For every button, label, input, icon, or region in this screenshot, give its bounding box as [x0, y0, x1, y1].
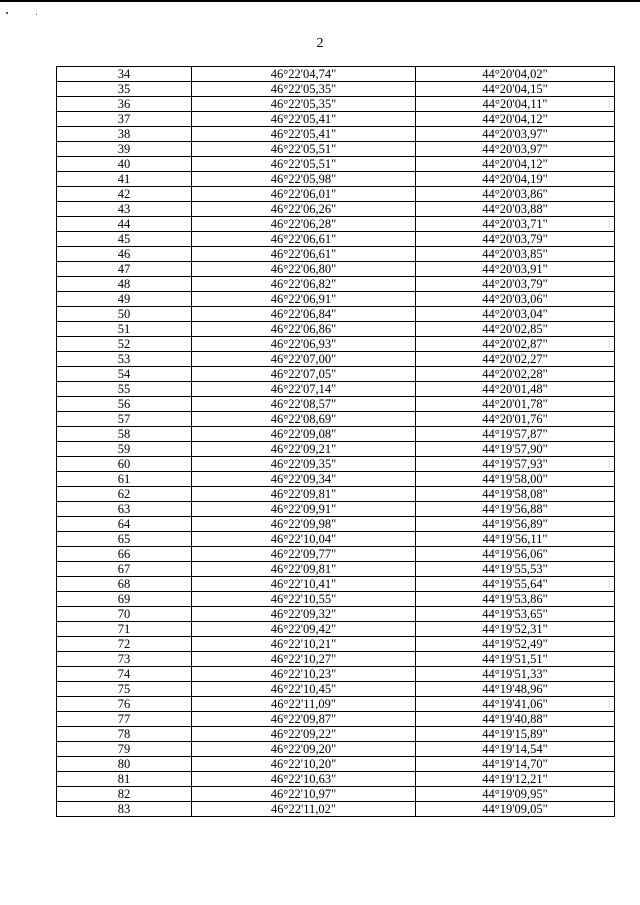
- latitude-cell: 46°22'07,05": [192, 367, 416, 382]
- point-number-cell: 83: [57, 802, 192, 817]
- table-row: [57, 562, 615, 577]
- point-number-cell: 52: [57, 337, 192, 352]
- point-number-cell: 42: [57, 187, 192, 202]
- longitude-cell: 44°20'03,88": [416, 202, 615, 217]
- point-number-cell: 50: [57, 307, 192, 322]
- scan-speck: [6, 12, 8, 14]
- point-number-cell: 77: [57, 712, 192, 727]
- table-row: [57, 157, 615, 172]
- table-row: [57, 352, 615, 367]
- point-number-cell: 72: [57, 637, 192, 652]
- table-row: [57, 67, 615, 82]
- latitude-cell: 46°22'05,41": [192, 127, 416, 142]
- longitude-cell: 44°19'09,05": [416, 802, 615, 817]
- longitude-cell: 44°19'52,49": [416, 637, 615, 652]
- latitude-cell: 46°22'09,22": [192, 727, 416, 742]
- point-number-cell: 64: [57, 517, 192, 532]
- latitude-cell: 46°22'06,86": [192, 322, 416, 337]
- latitude-cell: 46°22'05,41": [192, 112, 416, 127]
- longitude-cell: 44°20'04,11": [416, 97, 615, 112]
- point-number-cell: 75: [57, 682, 192, 697]
- longitude-cell: 44°19'56,06": [416, 547, 615, 562]
- longitude-cell: 44°19'14,70": [416, 757, 615, 772]
- latitude-cell: 46°22'08,57": [192, 397, 416, 412]
- table-row: [57, 682, 615, 697]
- longitude-cell: 44°20'03,86": [416, 187, 615, 202]
- table-row: [57, 337, 615, 352]
- table-row: [57, 367, 615, 382]
- longitude-cell: 44°19'56,11": [416, 532, 615, 547]
- point-number-cell: 71: [57, 622, 192, 637]
- point-number-cell: 80: [57, 757, 192, 772]
- longitude-cell: 44°19'09,95": [416, 787, 615, 802]
- table-row: [57, 292, 615, 307]
- latitude-cell: 46°22'07,00": [192, 352, 416, 367]
- table-row: [57, 187, 615, 202]
- longitude-cell: 44°19'51,33": [416, 667, 615, 682]
- table-row: [57, 667, 615, 682]
- longitude-cell: 44°20'01,76": [416, 412, 615, 427]
- latitude-cell: 46°22'06,84": [192, 307, 416, 322]
- table-row: [57, 712, 615, 727]
- table-row: [57, 142, 615, 157]
- latitude-cell: 46°22'06,28": [192, 217, 416, 232]
- latitude-cell: 46°22'09,81": [192, 562, 416, 577]
- latitude-cell: 46°22'07,14": [192, 382, 416, 397]
- longitude-cell: 44°20'03,79": [416, 277, 615, 292]
- longitude-cell: 44°19'57,87": [416, 427, 615, 442]
- point-number-cell: 63: [57, 502, 192, 517]
- table-row: [57, 217, 615, 232]
- longitude-cell: 44°19'55,64": [416, 577, 615, 592]
- table-row: [57, 172, 615, 187]
- longitude-cell: 44°20'02,28": [416, 367, 615, 382]
- table-row: [57, 742, 615, 757]
- latitude-cell: 46°22'06,82": [192, 277, 416, 292]
- longitude-cell: 44°20'03,71": [416, 217, 615, 232]
- point-number-cell: 46: [57, 247, 192, 262]
- longitude-cell: 44°20'02,87": [416, 337, 615, 352]
- point-number-cell: 67: [57, 562, 192, 577]
- latitude-cell: 46°22'11,09": [192, 697, 416, 712]
- latitude-cell: 46°22'10,45": [192, 682, 416, 697]
- latitude-cell: 46°22'10,04": [192, 532, 416, 547]
- longitude-cell: 44°19'58,08": [416, 487, 615, 502]
- longitude-cell: 44°20'03,85": [416, 247, 615, 262]
- point-number-cell: 58: [57, 427, 192, 442]
- point-number-cell: 37: [57, 112, 192, 127]
- table-row: [57, 487, 615, 502]
- latitude-cell: 46°22'06,91": [192, 292, 416, 307]
- table-row: [57, 427, 615, 442]
- point-number-cell: 56: [57, 397, 192, 412]
- longitude-cell: 44°20'02,27": [416, 352, 615, 367]
- point-number-cell: 54: [57, 367, 192, 382]
- table-row: [57, 412, 615, 427]
- table-row: [57, 787, 615, 802]
- latitude-cell: 46°22'09,21": [192, 442, 416, 457]
- latitude-cell: 46°22'05,35": [192, 97, 416, 112]
- table-row: [57, 262, 615, 277]
- latitude-cell: 46°22'10,63": [192, 772, 416, 787]
- latitude-cell: 46°22'05,51": [192, 142, 416, 157]
- point-number-cell: 79: [57, 742, 192, 757]
- latitude-cell: 46°22'10,21": [192, 637, 416, 652]
- table-row: [57, 622, 615, 637]
- longitude-cell: 44°19'41,06": [416, 697, 615, 712]
- latitude-cell: 46°22'09,42": [192, 622, 416, 637]
- point-number-cell: 47: [57, 262, 192, 277]
- point-number-cell: 66: [57, 547, 192, 562]
- table-row: [57, 757, 615, 772]
- longitude-cell: 44°19'48,96": [416, 682, 615, 697]
- latitude-cell: 46°22'09,35": [192, 457, 416, 472]
- longitude-cell: 44°20'01,48": [416, 382, 615, 397]
- point-number-cell: 57: [57, 412, 192, 427]
- table-row: [57, 202, 615, 217]
- latitude-cell: 46°22'04,74": [192, 67, 416, 82]
- point-number-cell: 53: [57, 352, 192, 367]
- longitude-cell: 44°19'56,88": [416, 502, 615, 517]
- point-number-cell: 39: [57, 142, 192, 157]
- longitude-cell: 44°20'01,78": [416, 397, 615, 412]
- latitude-cell: 46°22'10,41": [192, 577, 416, 592]
- longitude-cell: 44°20'03,04": [416, 307, 615, 322]
- scan-speck: [36, 14, 37, 15]
- table-row: [57, 802, 615, 817]
- latitude-cell: 46°22'10,97": [192, 787, 416, 802]
- point-number-cell: 35: [57, 82, 192, 97]
- table-row: [57, 697, 615, 712]
- point-number-cell: 61: [57, 472, 192, 487]
- longitude-cell: 44°19'12,21": [416, 772, 615, 787]
- latitude-cell: 46°22'06,61": [192, 232, 416, 247]
- longitude-cell: 44°19'58,00": [416, 472, 615, 487]
- longitude-cell: 44°20'03,79": [416, 232, 615, 247]
- table-row: [57, 397, 615, 412]
- longitude-cell: 44°19'56,89": [416, 517, 615, 532]
- point-number-cell: 49: [57, 292, 192, 307]
- latitude-cell: 46°22'09,81": [192, 487, 416, 502]
- latitude-cell: 46°22'10,55": [192, 592, 416, 607]
- table-row: [57, 322, 615, 337]
- longitude-cell: 44°20'04,12": [416, 157, 615, 172]
- table-row: [57, 247, 615, 262]
- longitude-cell: 44°20'03,91": [416, 262, 615, 277]
- coordinates-table-body: [57, 67, 615, 817]
- longitude-cell: 44°20'02,85": [416, 322, 615, 337]
- longitude-cell: 44°20'04,19": [416, 172, 615, 187]
- table-row: [57, 637, 615, 652]
- table-row: [57, 502, 615, 517]
- point-number-cell: 34: [57, 67, 192, 82]
- table-row: [57, 607, 615, 622]
- table-row: [57, 127, 615, 142]
- latitude-cell: 46°22'06,80": [192, 262, 416, 277]
- point-number-cell: 81: [57, 772, 192, 787]
- longitude-cell: 44°19'15,89": [416, 727, 615, 742]
- table-row: [57, 82, 615, 97]
- point-number-cell: 74: [57, 667, 192, 682]
- point-number-cell: 78: [57, 727, 192, 742]
- latitude-cell: 46°22'05,51": [192, 157, 416, 172]
- longitude-cell: 44°20'04,15": [416, 82, 615, 97]
- latitude-cell: 46°22'10,20": [192, 757, 416, 772]
- latitude-cell: 46°22'05,35": [192, 82, 416, 97]
- point-number-cell: 65: [57, 532, 192, 547]
- page-number: 2: [316, 36, 324, 51]
- latitude-cell: 46°22'09,77": [192, 547, 416, 562]
- table-row: [57, 592, 615, 607]
- longitude-cell: 44°19'14,54": [416, 742, 615, 757]
- point-number-cell: 55: [57, 382, 192, 397]
- point-number-cell: 36: [57, 97, 192, 112]
- longitude-cell: 44°19'57,90": [416, 442, 615, 457]
- point-number-cell: 40: [57, 157, 192, 172]
- table-row: [57, 442, 615, 457]
- point-number-cell: 48: [57, 277, 192, 292]
- latitude-cell: 46°22'08,69": [192, 412, 416, 427]
- latitude-cell: 46°22'10,27": [192, 652, 416, 667]
- table-row: [57, 97, 615, 112]
- latitude-cell: 46°22'09,91": [192, 502, 416, 517]
- longitude-cell: 44°19'53,65": [416, 607, 615, 622]
- longitude-cell: 44°20'04,12": [416, 112, 615, 127]
- table-row: [57, 307, 615, 322]
- point-number-cell: 59: [57, 442, 192, 457]
- point-number-cell: 45: [57, 232, 192, 247]
- point-number-cell: 44: [57, 217, 192, 232]
- point-number-cell: 68: [57, 577, 192, 592]
- point-number-cell: 69: [57, 592, 192, 607]
- latitude-cell: 46°22'06,26": [192, 202, 416, 217]
- longitude-cell: 44°20'03,06": [416, 292, 615, 307]
- table-row: [57, 652, 615, 667]
- latitude-cell: 46°22'09,34": [192, 472, 416, 487]
- longitude-cell: 44°19'57,93": [416, 457, 615, 472]
- table-row: [57, 457, 615, 472]
- point-number-cell: 82: [57, 787, 192, 802]
- longitude-cell: 44°19'55,53": [416, 562, 615, 577]
- latitude-cell: 46°22'09,98": [192, 517, 416, 532]
- longitude-cell: 44°19'40,88": [416, 712, 615, 727]
- table-row: [57, 517, 615, 532]
- latitude-cell: 46°22'10,23": [192, 667, 416, 682]
- latitude-cell: 46°22'09,87": [192, 712, 416, 727]
- point-number-cell: 70: [57, 607, 192, 622]
- longitude-cell: 44°19'51,51": [416, 652, 615, 667]
- latitude-cell: 46°22'09,32": [192, 607, 416, 622]
- table-row: [57, 232, 615, 247]
- coordinates-table: [56, 66, 615, 817]
- latitude-cell: 46°22'11,02": [192, 802, 416, 817]
- table-row: [57, 382, 615, 397]
- table-row: [57, 472, 615, 487]
- table-row: [57, 532, 615, 547]
- table-row: [57, 577, 615, 592]
- longitude-cell: 44°20'03,97": [416, 142, 615, 157]
- point-number-cell: 76: [57, 697, 192, 712]
- table-row: [57, 277, 615, 292]
- point-number-cell: 51: [57, 322, 192, 337]
- table-row: [57, 547, 615, 562]
- latitude-cell: 46°22'09,20": [192, 742, 416, 757]
- point-number-cell: 38: [57, 127, 192, 142]
- point-number-cell: 60: [57, 457, 192, 472]
- longitude-cell: 44°19'53,86": [416, 592, 615, 607]
- point-number-cell: 62: [57, 487, 192, 502]
- point-number-cell: 73: [57, 652, 192, 667]
- table-row: [57, 727, 615, 742]
- scan-top-edge: [0, 0, 640, 2]
- table-row: [57, 112, 615, 127]
- longitude-cell: 44°20'04,02": [416, 67, 615, 82]
- longitude-cell: 44°20'03,97": [416, 127, 615, 142]
- table-row: [57, 772, 615, 787]
- point-number-cell: 41: [57, 172, 192, 187]
- latitude-cell: 46°22'06,93": [192, 337, 416, 352]
- latitude-cell: 46°22'09,08": [192, 427, 416, 442]
- longitude-cell: 44°19'52,31": [416, 622, 615, 637]
- latitude-cell: 46°22'06,01": [192, 187, 416, 202]
- latitude-cell: 46°22'05,98": [192, 172, 416, 187]
- point-number-cell: 43: [57, 202, 192, 217]
- latitude-cell: 46°22'06,61": [192, 247, 416, 262]
